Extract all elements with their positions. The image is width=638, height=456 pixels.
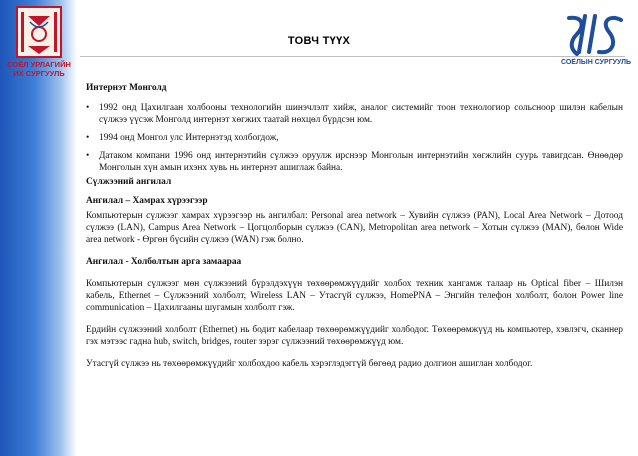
list-item-text: 1994 онд Монгол улс Интернэтэд холбогдож, — [99, 133, 279, 143]
method-paragraph-1: Компьютерын сүлжээг мөн сүлжээний бүрэлдэхүүн төхөөрөмжүүдийг холбох техник хангамж талаар нь Optical fiber – Шилэн кабель, Ethernet – Сүлжээний холболт, Wireless LAN – Утасгүй сүлжээ, HomePNA – Энгийн телефон холболт, болон Power line communication – Цахилгааны шугамын холболт гэж. — [86, 279, 623, 313]
area-heading: Ангилал – Хамрах хүрээгээр — [86, 196, 208, 206]
university-emblem-icon — [16, 6, 62, 58]
page-title: ТОВЧ ТҮҮХ — [287, 35, 351, 47]
university-name — [7, 60, 71, 78]
school-emblem-icon — [563, 12, 629, 58]
method-paragraph-2: Ердийн сүлжээний холболт (Ethernet) нь бодит кабелаар төхөөрөмжүүдийг холбодог. Төхөөрөмжүүд нь компьютер, хэвлэгч, сканнер гэх мэтээс гадна hub, switch, bridges, router зэрэг сүлжээний төхөөрөмжүүд юм. — [86, 325, 623, 347]
document-body — [86, 82, 623, 370]
bullet-icon: • — [86, 151, 90, 161]
classification-heading: Сүлжээний ангилал — [86, 177, 172, 187]
internet-heading: Интернэт Монголд — [86, 83, 167, 93]
list-item-text: 1992 онд Цахилгаан холбооны технологийн шинэчлэлт хийж, аналог системийг тоон технологиор сольсноор шилэн кабелын сүлжээ үүсэж Монголд интернэт хөгжих таатай нөхцөл бүрдсэн юм. — [99, 103, 623, 125]
university-name-line-1: СОЁЛ УРЛАГИЙН — [7, 60, 71, 69]
list-item — [86, 150, 623, 174]
method-paragraph-3: Утасгүй сүлжээ нь төхөөрөмжүүдийг холбохдоо кабель хэрэглэдэггүй бөгөөд радио долгион ашиглан холбодог. — [86, 359, 533, 369]
bullet-icon: • — [86, 103, 90, 113]
school-logo — [555, 12, 637, 74]
list-item — [86, 132, 623, 144]
bullet-icon: • — [86, 133, 90, 143]
list-item-text: Датаком компани 1996 онд интернэтийн сүлжээ оруулж ирснээр Монголын интернэтийн хөгжлийн суурь тавигдсан. Өнөөдөр Монголын хүн амын ихэнх хувь нь интернэт ашиглаж байна. — [99, 151, 623, 173]
list-item — [86, 102, 623, 126]
university-name-line-2: ИХ СУРГУУЛЬ — [13, 69, 65, 78]
title-divider — [80, 56, 625, 57]
area-paragraph: Компьютерын сүлжээг хамрах хүрээгээр нь ангилбал: Personal area network – Хувийн сүлжээ (PAN), Local Area Network – Дотоод сүлжээ (LAN), Campus Area Network – Цогцолборын сүлжээ (CAN), Metropolitan area network – Хотын сүлжээ (MAN), бөлон Wide area network - Өргөн бүсийн сүлжээ (WAN) гэж болно. — [86, 211, 623, 245]
method-heading: Ангилал - Холболтын арга замаараа — [86, 257, 242, 267]
school-name: СОЁЛЫН СУРГУУЛЬ — [560, 59, 632, 66]
